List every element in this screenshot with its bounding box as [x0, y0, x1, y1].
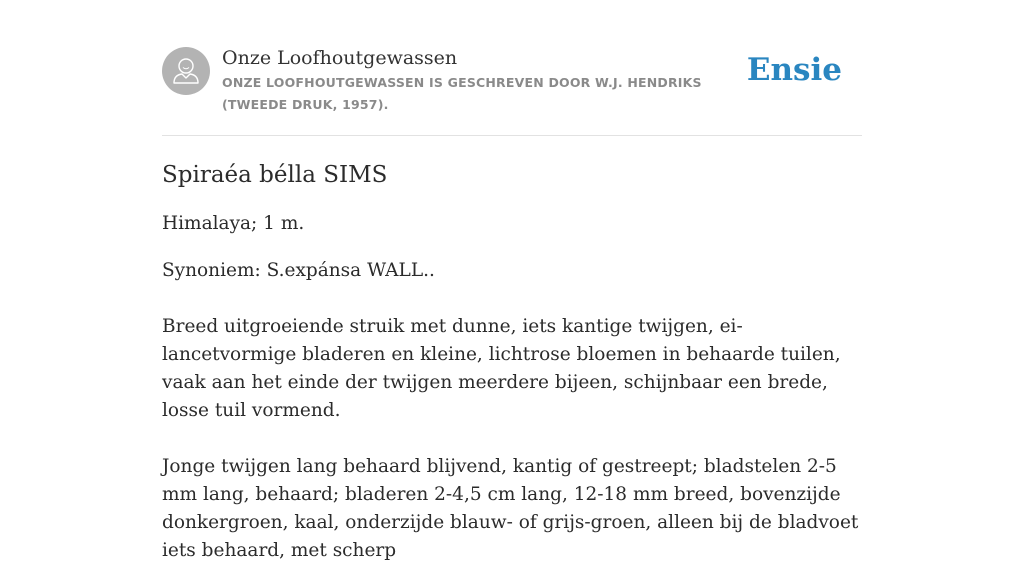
ensie-logo[interactable]: Ensie	[746, 52, 842, 88]
user-silhouette-icon	[162, 47, 210, 95]
article-content	[162, 158, 862, 565]
article-region: Himalaya; 1 m.	[162, 213, 305, 234]
publication-title[interactable]: Onze Loofhoutgewassen	[222, 47, 458, 69]
article-synonym: Synoniem: S.expánsa WALL..	[162, 260, 435, 281]
publication-description: ONZE LOOFHOUTGEWASSEN IS GESCHREVEN DOOR W.J. HENDRIKS (TWEEDE DRUK, 1957).	[222, 75, 702, 112]
article-title: Spiraéa bélla SIMS	[162, 162, 388, 188]
article-description-paragraph-2: Jonge twijgen lang behaard blijvend, kantig of gestreept; bladstelen 2-5 mm lang, behaard; bladeren 2-4,5 cm lang, 12-18 mm breed, bovenzijde donkergroen, kaal, onderzijde blauw- of grijs-groen, alleen bij de bladvoet iets behaard, met scherp	[162, 456, 859, 561]
publication-header	[162, 46, 862, 136]
avatar[interactable]	[162, 47, 210, 95]
article-description-paragraph: Breed uitgroeiende struik met dunne, iets kantige twijgen, ei-lancetvormige bladeren en kleine, lichtrose bloemen in behaarde tuilen, vaak aan het einde der twijgen meerdere bijeen, schijnbaar een brede, losse tuil vormend.	[162, 316, 841, 421]
